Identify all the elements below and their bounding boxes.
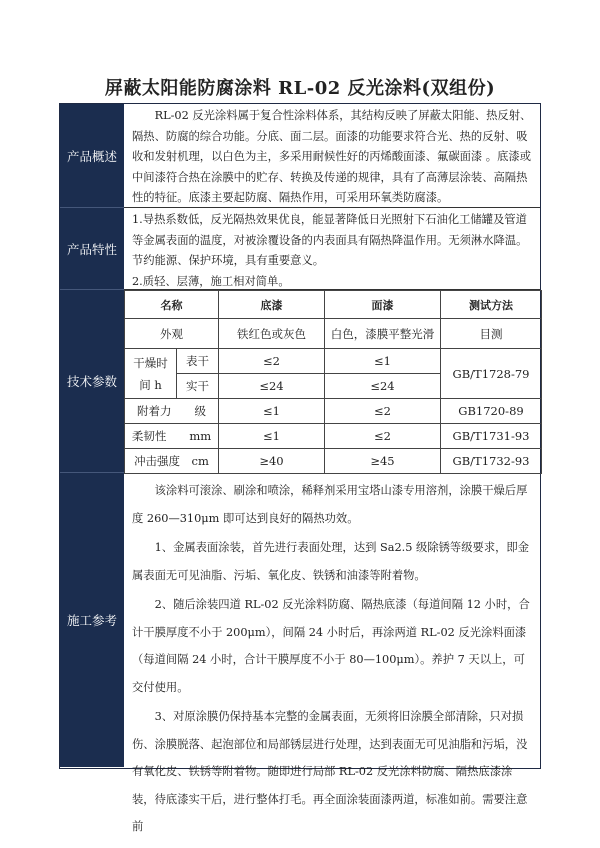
flexibility-topcoat: ≤2 [325, 424, 441, 449]
table-row [125, 319, 542, 349]
construction-paragraph-1: 该涂料可滚涂、刷涂和喷涂，稀释剂采用宝塔山漆专用溶剂，涂膜干燥后厚度 260—310μm 即可达到良好的隔热功效。 [132, 484, 528, 525]
hard-dry-topcoat: ≤24 [325, 374, 441, 399]
impact-primer: ≥40 [219, 449, 325, 474]
features-section [124, 208, 540, 290]
feature-item-2: 2.质轻、层薄，施工相对简单。 [132, 274, 290, 288]
row-name-adhesion: 附着力 级 [125, 399, 219, 424]
impact-method: GB/T1732-93 [441, 449, 542, 474]
construction-paragraph-4: 3、对原涂膜仍保持基本完整的金属表面，无须将旧涂膜全部清除，只对损伤、涂膜脱落、起泡部位和局部锈层进行处理，达到表面无可见油脂和污垢，没有氧化皮、铁锈等附着物。随即进行局部 RL-02 反光涂料防腐、隔热底漆涂装，待底漆实干后，进行整体打毛。再全面涂装面漆两道，标准如前。需要注意前 [132, 710, 528, 833]
datasheet-table [59, 103, 541, 833]
section-label-construction: 施工参考 [60, 473, 124, 767]
section-label-features: 产品特性 [60, 208, 124, 290]
appearance-method: 目测 [441, 319, 542, 349]
adhesion-primer: ≤1 [219, 399, 325, 424]
table-row [125, 449, 542, 474]
construction-section [124, 473, 540, 833]
hard-dry-primer: ≤24 [219, 374, 325, 399]
row-name-dry-time [125, 349, 177, 399]
row-name-flexibility: 柔韧性 mm [125, 424, 219, 449]
construction-paragraph-3: 2、随后涂装四道 RL-02 反光涂料防腐、隔热底漆（每道间隔 12 小时，合计干膜厚度不小于 200μm），间隔 24 小时后，再涂两道 RL-02 反光涂料面漆（每道间隔 24 小时，合计干膜厚度不小于 80—100μm）。养护 7 天以上，可交付使用。 [132, 598, 530, 694]
surface-dry-topcoat: ≤1 [325, 349, 441, 374]
surface-dry-primer: ≤2 [219, 349, 325, 374]
table-row [125, 349, 542, 374]
table-row [125, 399, 542, 424]
table-row [125, 424, 542, 449]
table-header-row [125, 291, 542, 319]
technical-parameters-table [124, 290, 542, 474]
feature-item-1: 1.导热系数低，反光隔热效果优良，能显著降低日光照射下石油化工储罐及管道等金属表面的温度，对被涂覆设备的内表面具有隔热降温作用。无须淋水降温。节约能源、保护环境，具有重要意义。 [132, 213, 528, 267]
row-name-appearance: 外观 [125, 319, 219, 349]
appearance-topcoat: 白色，漆膜平整光滑 [325, 319, 441, 349]
surface-dry-label: 表干 [177, 349, 219, 374]
adhesion-topcoat: ≤2 [325, 399, 441, 424]
dry-time-method: GB/T1728-79 [441, 349, 542, 399]
dry-time-label-2: 间 h [139, 377, 162, 392]
overview-section [124, 104, 540, 208]
dry-time-label-1: 干燥时 [133, 355, 168, 370]
header-method: 测试方法 [441, 291, 542, 319]
adhesion-method: GB1720-89 [441, 399, 542, 424]
section-label-technical: 技术参数 [60, 290, 124, 473]
header-name: 名称 [125, 291, 219, 319]
header-primer: 底漆 [219, 291, 325, 319]
hard-dry-label: 实干 [177, 374, 219, 399]
appearance-primer: 铁红色或灰色 [219, 319, 325, 349]
row-name-impact: 冲击强度 cm [125, 449, 219, 474]
impact-topcoat: ≥45 [325, 449, 441, 474]
flexibility-method: GB/T1731-93 [441, 424, 542, 449]
flexibility-primer: ≤1 [219, 424, 325, 449]
header-topcoat: 面漆 [325, 291, 441, 319]
construction-paragraph-2: 1、金属表面涂装，首先进行表面处理，达到 Sa2.5 级除锈等级要求，即金属表面无可见油脂、污垢、氧化皮、铁锈和油漆等附着物。 [132, 541, 530, 582]
overview-text: RL-02 反光涂料属于复合性涂料体系，其结构反映了屏蔽太阳能、热反射、隔热、防腐的综合功能。分底、面二层。面漆的功能要求符合光、热的反射、吸收和发射机理，以白色为主，多采用耐候性好的丙烯酸面漆、氟碳面漆 。底漆或中间漆符合热在涂膜中的贮存、转换及传递的规律，具有了高薄层涂装、高隔热性的特征。底漆主要起防腐、隔热作用，可采用环氧类防腐漆。 [132, 109, 532, 204]
section-label-overview: 产品概述 [60, 104, 124, 208]
document-title: 屏蔽太阳能防腐涂料 RL-02 反光涂料(双组份) [104, 78, 496, 99]
